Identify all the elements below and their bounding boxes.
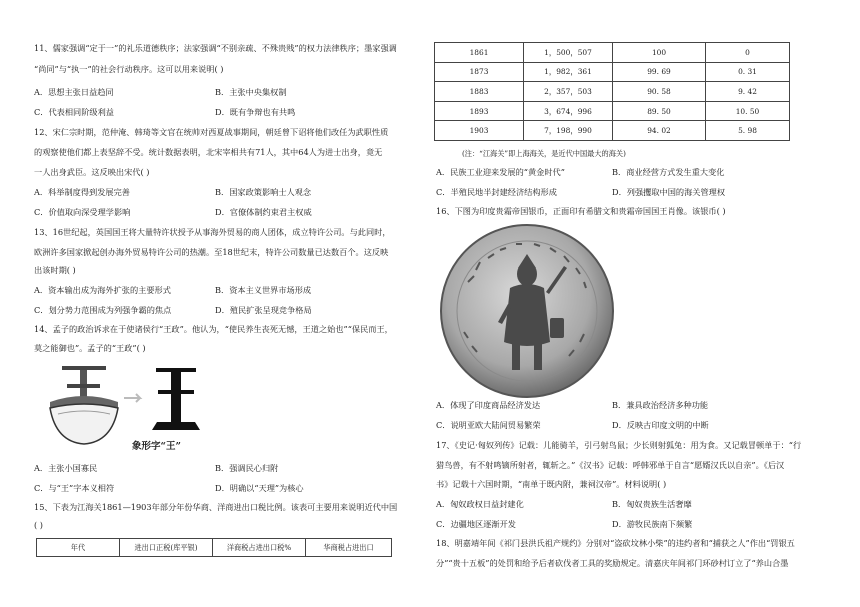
table-cell: 1873 bbox=[435, 62, 524, 82]
header-chinese-share: 华商税占进出口 bbox=[306, 539, 392, 557]
q17-line-3: 书》记载十六国时期，“南单于既内附，兼祠汉帝”。材料说明( ) bbox=[436, 479, 667, 489]
table-cell: 99. 69 bbox=[613, 62, 706, 82]
q15-option-a: A．民族工业迎来发展的“黄金时代” bbox=[436, 167, 565, 177]
q16-option-b: B．兼具政治经济多种功能 bbox=[612, 400, 709, 410]
table-cell: 1883 bbox=[435, 82, 524, 102]
table-cell: 1893 bbox=[435, 101, 524, 121]
table-row bbox=[435, 82, 790, 102]
table-cell: 0 bbox=[706, 43, 790, 63]
q16-line-1: 16、下图为印度贵霜帝国银币，正面印有希腊文和贵霜帝国国王肖像。该银币( ) bbox=[436, 206, 726, 216]
table-cell: 2，357，503 bbox=[524, 82, 613, 102]
table-cell: 9. 42 bbox=[706, 82, 790, 102]
customs-table-header bbox=[36, 538, 392, 557]
table-cell: 89. 50 bbox=[613, 101, 706, 121]
table-row bbox=[435, 101, 790, 121]
table-cell: 10. 50 bbox=[706, 101, 790, 121]
table-cell: 7，198，990 bbox=[524, 121, 613, 141]
table-cell: 0. 31 bbox=[706, 62, 790, 82]
table-row bbox=[435, 43, 790, 63]
q11-option-b: B．主张中央集权制 bbox=[215, 87, 287, 97]
q13-option-d: D．殖民扩张呈现竞争格局 bbox=[215, 305, 312, 315]
q14-line-1: 14、孟子的政治诉求在于使诸侯行“王政”。他认为，“使民养生丧死无憾，王道之始也”“保民而王， bbox=[34, 324, 393, 334]
table-cell: 5. 98 bbox=[706, 121, 790, 141]
q11-option-d: D．既有争辩也有共鸣 bbox=[215, 107, 296, 117]
q15-line-2: ( ) bbox=[34, 520, 43, 530]
q12-line-2: 的观察使他们都上表坚辞不受。统计数据表明，北宋宰相共有71人，其中64人为进士出身，竟无 bbox=[34, 147, 383, 157]
table-note: (注：“江海关”即上海海关，是近代中国最大的海关) bbox=[462, 149, 626, 158]
q13-line-3: 出该时期( ) bbox=[34, 265, 76, 275]
table-cell: 1903 bbox=[435, 121, 524, 141]
q16-option-d: D．反映古印度文明的中断 bbox=[612, 420, 709, 430]
q18-line-2: 分”“贵十五板”的处罚和给予后者砍伐者工具的奖励规定。清嘉庆年间祁门环砂村订立了“养山合墨 bbox=[436, 558, 789, 568]
header-foreign-share: 洋商税占进出口税% bbox=[213, 539, 306, 557]
customs-table-body bbox=[434, 42, 790, 141]
q13-option-b: B．资本主义世界市场形成 bbox=[215, 285, 312, 295]
q16-option-a: A．体现了印度商品经济发达 bbox=[436, 400, 541, 410]
header-year: 年代 bbox=[37, 539, 120, 557]
q17-option-b: B．匈奴贵族生活奢靡 bbox=[612, 499, 692, 509]
table-cell: 1，982，361 bbox=[524, 62, 613, 82]
q14-line-2: 莫之能御也”。孟子的“王政”( ) bbox=[34, 343, 146, 353]
q13-option-a: A．资本输出成为海外扩张的主要形式 bbox=[34, 285, 171, 295]
table-cell: 90. 58 bbox=[613, 82, 706, 102]
q11-option-c: C．代表相同阶级利益 bbox=[34, 107, 114, 117]
table-cell: 3，674，996 bbox=[524, 101, 613, 121]
q18-line-1: 18、明嘉靖年间《祁门县洪氏祖产规约》分别对“盗砍坟林小柴”的违约者和“捕获之人”作出“罚银五 bbox=[436, 538, 795, 548]
q14-option-d: D．明确以“天理”为核心 bbox=[215, 483, 304, 493]
q12-option-a: A．科举制度得到发展完善 bbox=[34, 187, 130, 197]
q13-line-1: 13、16世纪起，英国国王将大量特许状授予从事海外贸易的商人团体，成立特许公司。与此同时， bbox=[34, 227, 391, 237]
q12-option-d: D．官僚体制约束君主权威 bbox=[215, 207, 312, 217]
q15-option-b: B．商业经营方式发生重大变化 bbox=[612, 167, 725, 177]
axe-pictograph-icon bbox=[50, 366, 118, 444]
q17-line-1: 17、《史记·匈奴列传》记载：儿能骑羊，引弓射鸟鼠；少长则射狐兔：用为食。又记载冒顿单于：“行 bbox=[436, 440, 802, 450]
wang-character-glyph-icon bbox=[152, 368, 200, 430]
q14-option-a: A．主张小国寡民 bbox=[34, 463, 98, 473]
q11-line-2: “尚同”与“执一”的社会行动秩序。这可以用来说明( ) bbox=[34, 64, 224, 74]
q11-line-1: 11、儒家强调“定于一”的礼乐道德秩序；法家强调“不别亲疏、不殊贵贱”的权力法律秩序；墨家强调 bbox=[34, 43, 397, 53]
table-cell: 100 bbox=[613, 43, 706, 63]
q15-option-c: C．半殖民地半封建经济结构形成 bbox=[436, 187, 557, 197]
q14-option-c: C．与“王”字本义相符 bbox=[34, 483, 115, 493]
q17-option-d: D．游牧民族南下频繁 bbox=[612, 519, 693, 529]
q17-option-c: C．边疆地区逐渐开发 bbox=[436, 519, 516, 529]
q12-line-3: 一人出身武臣。这反映出宋代( ) bbox=[34, 167, 150, 177]
q15-option-d: D．列强攫取中国的海关管理权 bbox=[612, 187, 726, 197]
q13-line-2: 欧洲许多国家掀起创办海外贸易特许公司的热潮。至18世纪末，特许公司数量已达数百个。这反映 bbox=[34, 247, 389, 257]
kushan-coin-image bbox=[438, 222, 616, 400]
q15-line-1: 15、下表为江海关1861—1903年部分年份华商、洋商进出口税比例。该表可主要用来说明近代中国 bbox=[34, 502, 398, 512]
q11-option-a: A．思想主张日益趋同 bbox=[34, 87, 114, 97]
header-total-tax: 进出口正税(库平银) bbox=[120, 539, 213, 557]
q12-line-1: 12、宋仁宗时期，范仲淹、韩琦等文官在统帅对西夏战事期间，朝廷曾下诏将他们改任为武职性质 bbox=[34, 127, 389, 137]
arrow-right-icon bbox=[124, 394, 140, 402]
pictograph-caption: 象形字“王” bbox=[132, 441, 181, 452]
table-row bbox=[435, 62, 790, 82]
table-cell: 1，500，507 bbox=[524, 43, 613, 63]
q12-option-c: C．价值取向深受理学影响 bbox=[34, 207, 131, 217]
q17-option-a: A．匈奴政权日益封建化 bbox=[436, 499, 524, 509]
table-cell: 1861 bbox=[435, 43, 524, 63]
table-row bbox=[435, 121, 790, 141]
q17-line-2: 猎鸟兽，有不射鸣镝所射者，辄斩之。”《汉书》记载：呼韩邪单于自言“愿婿汉氏以自亲”。《后汉 bbox=[436, 460, 785, 470]
table-cell: 94. 02 bbox=[613, 121, 706, 141]
q16-option-c: C．说明亚欧大陆间贸易繁荣 bbox=[436, 420, 541, 430]
q14-option-b: B．强调民心归附 bbox=[215, 463, 279, 473]
q13-option-c: C．划分势力范围成为列强争霸的焦点 bbox=[34, 305, 172, 315]
q12-option-b: B．国家政策影响士人观念 bbox=[215, 187, 312, 197]
